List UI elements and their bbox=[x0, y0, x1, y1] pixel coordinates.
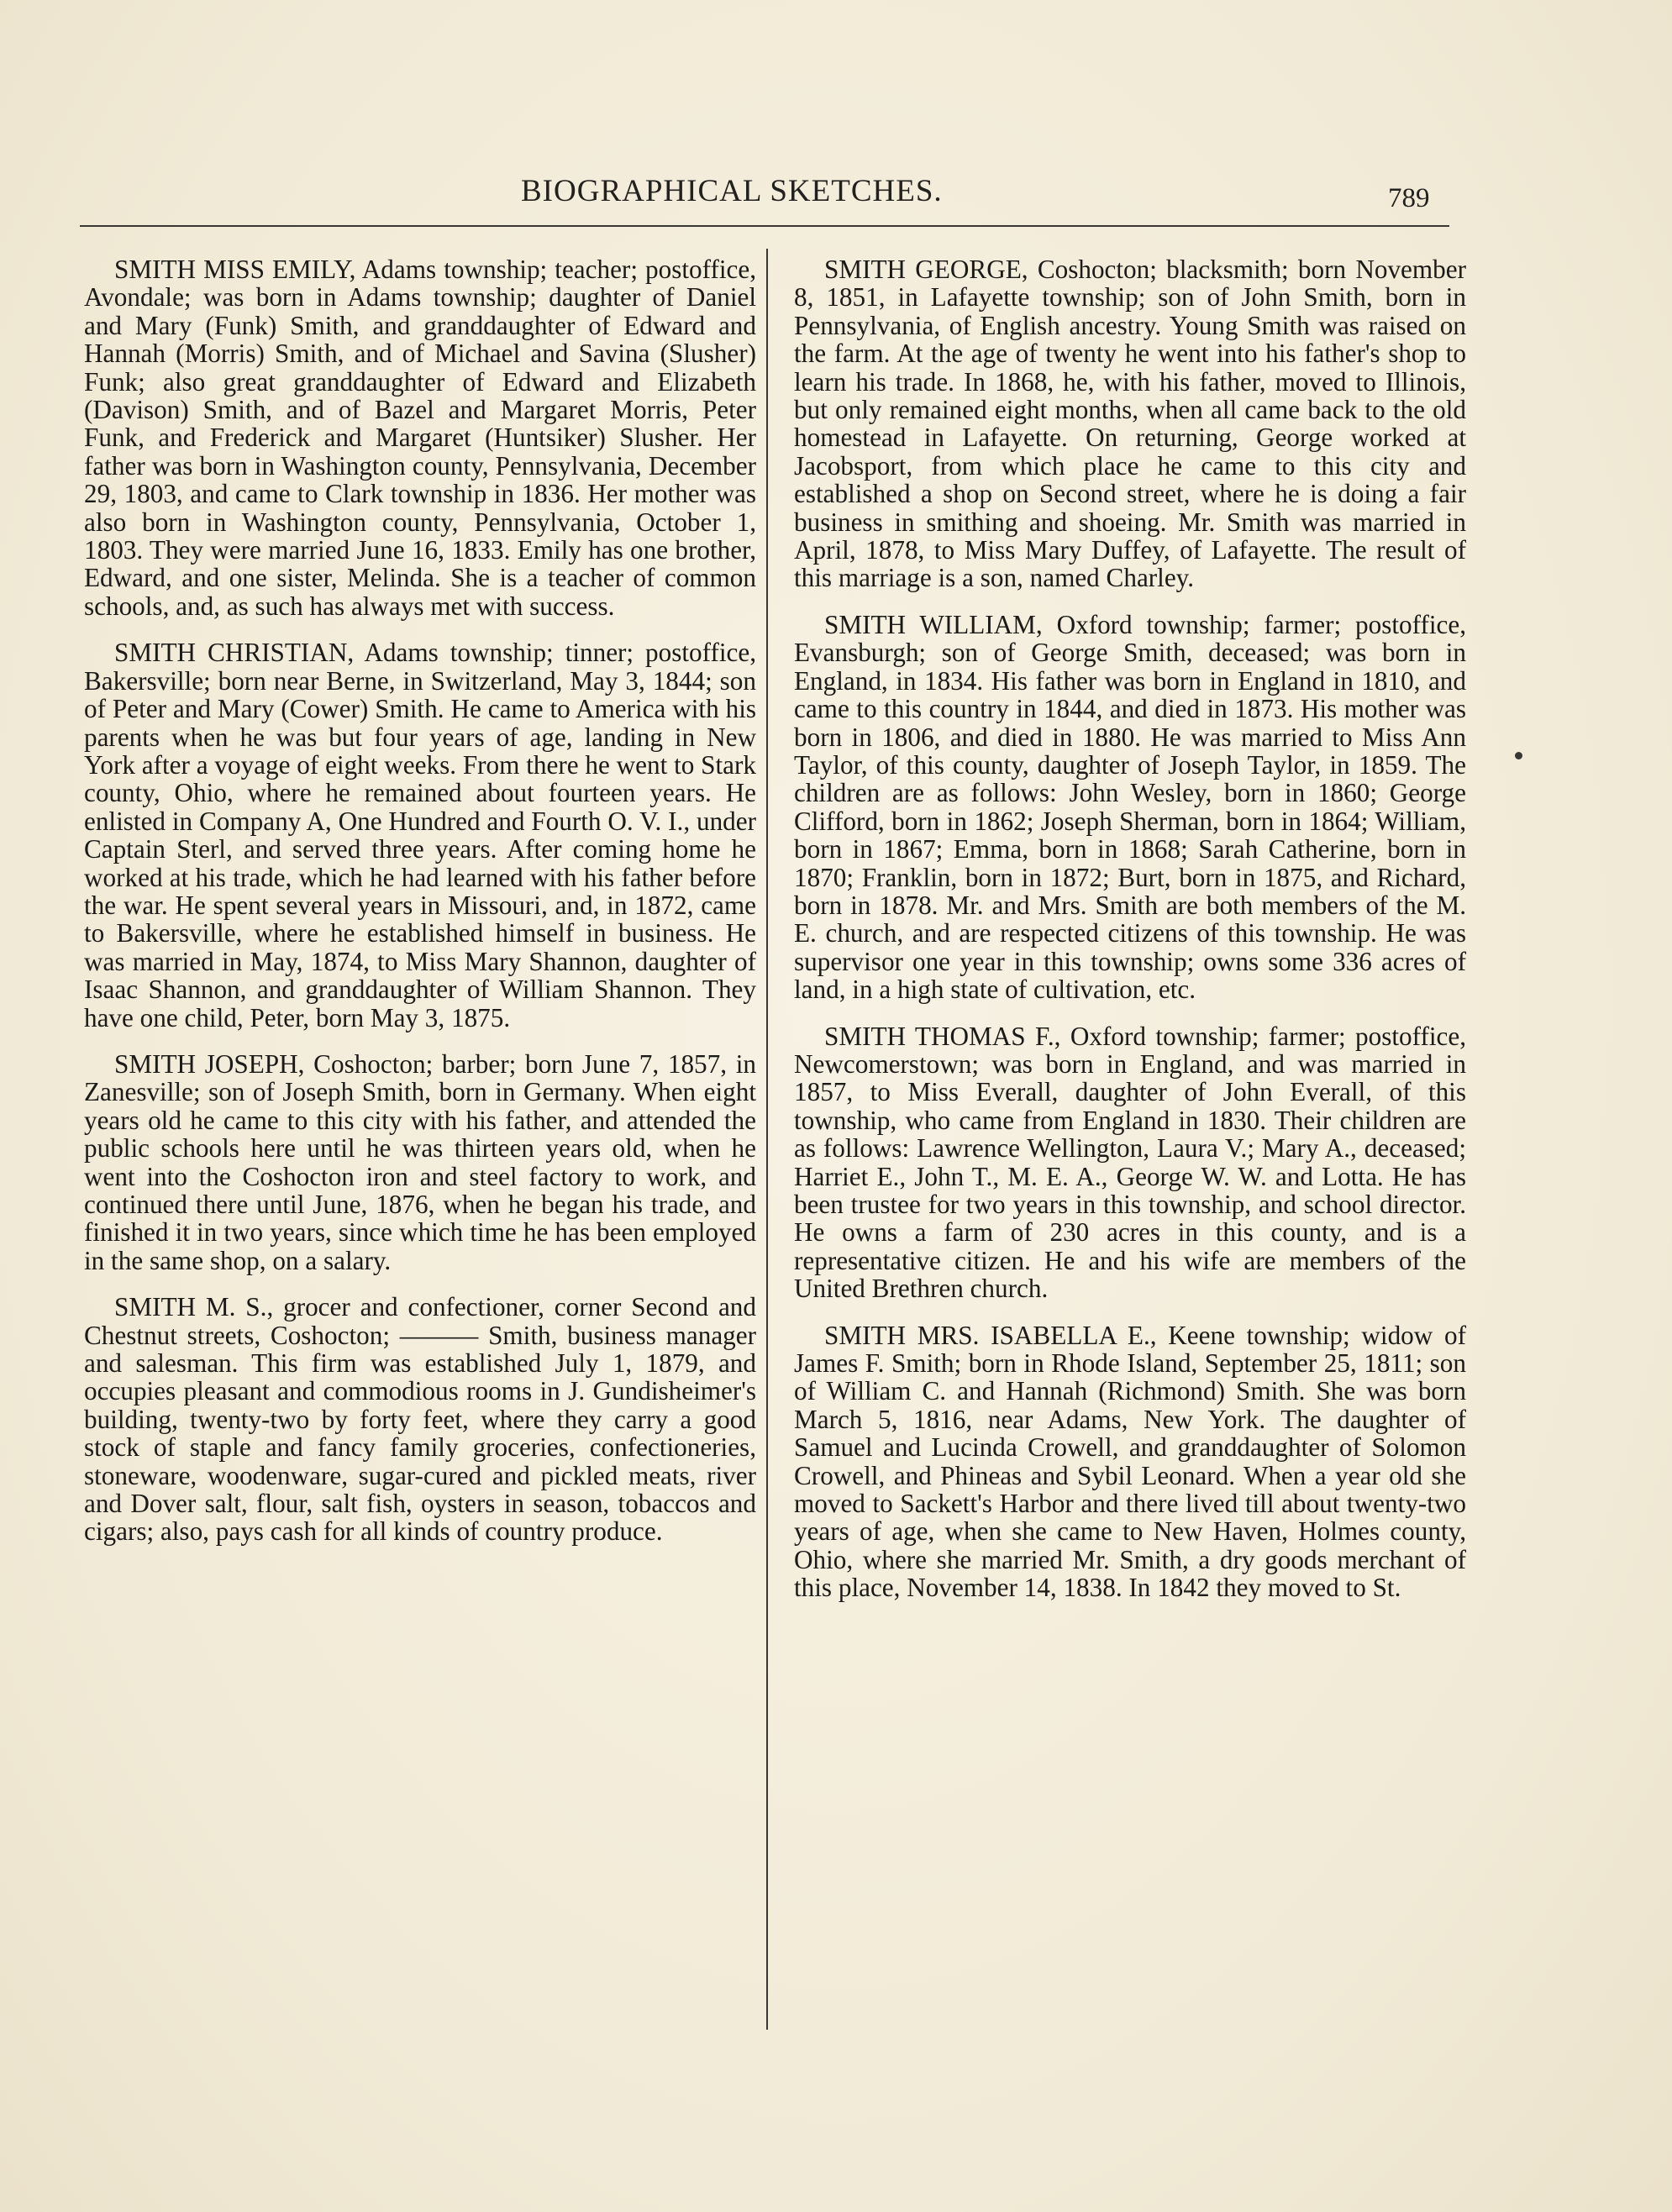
entry-smith-george: SMITH GEORGE, Coshocton; blacksmith; born November 8, 1851, in Lafayette township; son of John Smith, born in Pennsylvania, of English ancestry. Young Smith was raised on the farm. At the age of twenty he went into his father's shop to learn his trade. In 1868, he, with his father, moved to Illinois, but only remained eight months, when all came back to the old homestead in Lafayette. On returning, George worked at Jacobsport, from which place he came to this city and established a shop on Second street, where he is doing a fair business in smithing and shoeing. Mr. Smith was married in April, 1878, to Miss Mary Duffey, of Lafayette. The result of this marriage is a son, named Charley. bbox=[794, 255, 1466, 593]
left-column bbox=[84, 255, 756, 1546]
entry-smith-joseph: SMITH JOSEPH, Coshocton; barber; born June 7, 1857, in Zanesville; son of Joseph Smith, born in Germany. When eight years old he came to this city with his father, and attended the public schools here until he was thirteen years old, when he went into the Coshocton iron and steel factory to work, and continued there until June, 1876, when he began his trade, and finished it in two years, since which time he has been employed in the same shop, on a salary. bbox=[84, 1048, 756, 1275]
print-speck bbox=[1515, 752, 1522, 759]
right-column bbox=[794, 255, 1466, 1602]
page-number: 789 bbox=[1388, 183, 1430, 213]
entry-smith-m-s: SMITH M. S., grocer and confectioner, corner Second and Chestnut streets, Coshocton; ——— Smith, business manager and salesman. This firm was established July 1, 1879, and occupies pleasant and commodious rooms in J. Gundisheimer's building, twenty-two by forty feet, where they carry a good stock of staple and fancy family groceries, confectioneries, stoneware, woodenware, sugar-cured and pickled meats, river and Dover salt, flour, salt fish, oysters in season, tobaccos and cigars; also, pays cash for all kinds of country produce. bbox=[84, 1292, 756, 1547]
entry-smith-isabella: SMITH MRS. ISABELLA E., Keene township; widow of James F. Smith; born in Rhode Island, September 25, 1811; son of William C. and Hannah (Richmond) Smith. She was born March 5, 1816, near Adams, New York. The daughter of Samuel and Lucinda Crowell, and granddaughter of Solomon Crowell, and Phineas and Sybil Leonard. When a year old she moved to Sackett's Harbor and there lived till about twenty-two years of age, when she came to New Haven, Holmes county, Ohio, where she married Mr. Smith, a dry goods merchant of this place, November 14, 1838. In 1842 they moved to St. bbox=[794, 1320, 1466, 1603]
entry-smith-christian: SMITH CHRISTIAN, Adams township; tinner; postoffice, Bakersville; born near Berne, in Switzerland, May 3, 1844; son of Peter and Mary (Cower) Smith. He came to America with his parents when he was but four years of age, landing in New York after a voyage of eight weeks. From there he went to Stark county, Ohio, where he remained about fourteen years. He enlisted in Company A, One Hundred and Fourth O. V. I., under Captain Sterl, and served three years. After coming home he worked at his trade, which he had learned with his father before the war. He spent several years in Missouri, and, in 1872, came to Bakersville, where he established himself in business. He was married in May, 1874, to Miss Mary Shannon, daughter of Isaac Shannon, and granddaughter of William Shannon. They have one child, Peter, born May 3, 1875. bbox=[84, 638, 756, 1032]
entry-smith-emily: SMITH MISS EMILY, Adams township; teacher; postoffice, Avondale; was born in Adams township; daughter of Daniel and Mary (Funk) Smith, and granddaughter of Edward and Hannah (Morris) Smith, and of Michael and Savina (Slusher) Funk; also great granddaughter of Edward and Elizabeth (Davison) Smith, and of Bazel and Margaret Morris, Peter Funk, and Frederick and Margaret (Huntsiker) Slusher. Her father was born in Washington county, Pennsylvania, December 29, 1803, and came to Clark township in 1836. Her mother was also born in Washington county, Pennsylvania, October 1, 1803. They were married June 16, 1833. Emily has one brother, Edward, and one sister, Melinda. She is a teacher of common schools, and, as such has always met with success. bbox=[84, 255, 756, 621]
running-head: BIOGRAPHICAL SKETCHES. bbox=[521, 174, 943, 208]
column-divider bbox=[766, 249, 768, 2030]
entry-smith-william: SMITH WILLIAM, Oxford township; farmer; postoffice, Evansburgh; son of George Smith, deceased; was born in England, in 1834. His father was born in England in 1810, and came to this country in 1844, and died in 1873. His mother was born in 1806, and died in 1880. He was married to Miss Ann Taylor, of this county, daughter of Joseph Taylor, in 1859. The children are as follows: John Wesley, born in 1860; George Clifford, born in 1862; Joseph Sherman, born in 1864; William, born in 1867; Emma, born in 1868; Sarah Catherine, born in 1870; Franklin, born in 1872; Burt, born in 1875, and Richard, born in 1878. Mr. and Mrs. Smith are both members of the M. E. church, and are respected citizens of this township. He was supervisor one year in this township; owns some 336 acres of land, in a high state of cultivation, etc. bbox=[794, 609, 1466, 1005]
entry-smith-thomas: SMITH THOMAS F., Oxford township; farmer; postoffice, Newcomerstown; was born in England, and was married in 1857, to Miss Everall, daughter of John Everall, of this township, who came from England in 1830. Their children are as follows: Lawrence Wellington, Laura V.; Mary A., deceased; Harriet E., John T., M. E. A., George W. W. and Lotta. He has been trustee for two years in this township, and school director. He owns a farm of 230 acres in this county, and is a representative citizen. He and his wife are members of the United Brethren church. bbox=[794, 1021, 1466, 1304]
header-rule bbox=[80, 225, 1449, 227]
